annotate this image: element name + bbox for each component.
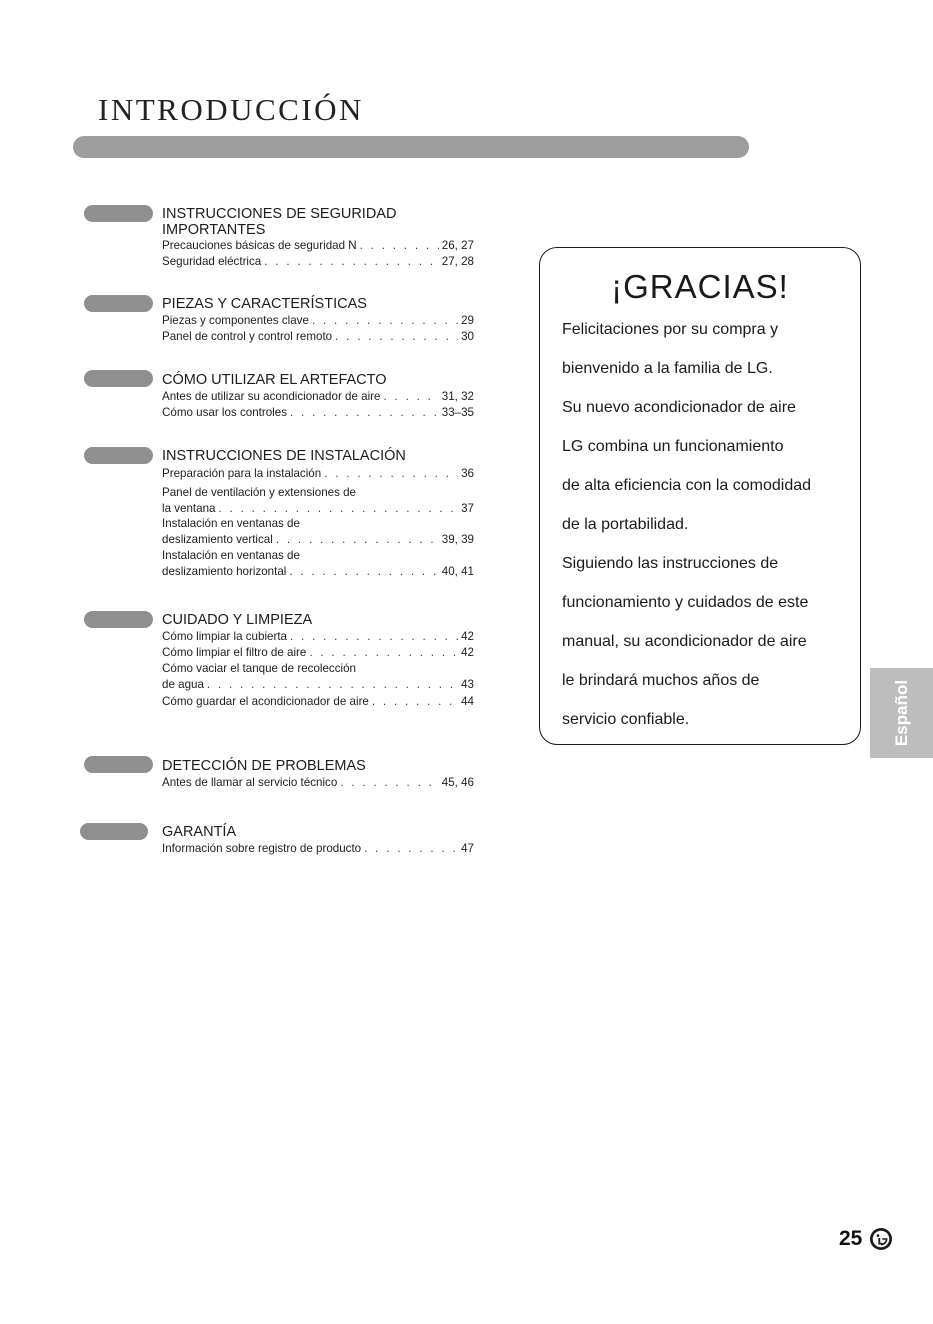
toc-entry-label: deslizamiento vertical: [162, 533, 273, 546]
toc-section-title-instalacion[interactable]: INSTRUCCIONES DE INSTALACIÓN: [162, 448, 406, 464]
leader-dots: [219, 501, 459, 517]
toc-entry-label: Preparación para la instalación: [162, 467, 322, 480]
language-tab[interactable]: [870, 668, 933, 758]
thanks-line: Felicitaciones por su compra y: [562, 321, 779, 338]
toc-section-title-como-utilizar[interactable]: CÓMO UTILIZAR EL ARTEFACTO: [162, 372, 387, 388]
toc-entry-lead-line[interactable]: Instalación en ventanas de: [162, 549, 300, 562]
toc-entry-label: Cómo limpiar la cubierta: [162, 630, 288, 643]
leader-dots: [383, 389, 438, 405]
toc-entry-page: 44: [461, 695, 474, 708]
leader-dots: [360, 238, 439, 254]
toc-entry[interactable]: [162, 629, 474, 645]
leader-dots: [289, 564, 438, 580]
table-of-contents: [0, 0, 520, 900]
thanks-line: bienvenido a la familia de LG.: [562, 360, 773, 377]
thanks-panel: [539, 247, 861, 745]
leader-dots: [335, 329, 458, 345]
thanks-line: funcionamiento y cuidados de este: [562, 594, 809, 611]
section-tab-marker: [84, 295, 153, 312]
toc-entry-page: 27, 28: [441, 255, 474, 268]
toc-entry[interactable]: [162, 501, 474, 517]
thanks-line: LG combina un funcionamiento: [562, 438, 784, 455]
toc-entry-page: 43: [461, 678, 474, 691]
toc-entry-label: Piezas y componentes clave: [162, 314, 309, 327]
toc-entry[interactable]: [162, 564, 474, 580]
toc-section-title-garantia[interactable]: GARANTÍA: [162, 824, 237, 840]
toc-entry-page: 37: [461, 502, 474, 515]
toc-entry[interactable]: [162, 254, 474, 270]
thanks-line: manual, su acondicionador de aire: [562, 633, 807, 650]
toc-section-title-seguridad-line2[interactable]: IMPORTANTES: [162, 222, 266, 238]
thanks-title: ¡GRACIAS!: [611, 268, 789, 305]
page-title: INTRODUCCIÓN: [98, 92, 364, 127]
toc-entry-page: 26, 27: [441, 239, 474, 252]
toc-entry-label: Precauciones básicas de seguridad N: [162, 239, 357, 252]
leader-dots: [290, 405, 439, 421]
toc-entry[interactable]: [162, 841, 474, 857]
toc-entry-page: 30: [461, 330, 474, 343]
leader-dots: [312, 313, 458, 329]
toc-entry[interactable]: [162, 405, 474, 421]
toc-entry-lead-line[interactable]: Instalación en ventanas de: [162, 517, 300, 530]
section-tab-marker: [84, 370, 153, 387]
toc-entry-label: Información sobre registro de producto: [162, 842, 362, 855]
toc-entry-page: 31, 32: [441, 390, 474, 403]
thanks-line: le brindará muchos años de: [562, 672, 760, 689]
toc-entry-page: 45, 46: [441, 776, 474, 789]
toc-entry[interactable]: [162, 313, 474, 329]
leader-dots: [324, 466, 458, 482]
toc-entry[interactable]: [162, 329, 474, 345]
toc-entry-label: de agua: [162, 678, 204, 691]
toc-entry-page: 47: [461, 842, 474, 855]
toc-entry-lead-line[interactable]: Panel de ventilación y extensiones de: [162, 486, 357, 499]
toc-entry-label: la ventana: [162, 502, 216, 515]
section-tab-marker: [84, 205, 153, 222]
thanks-line: de la portabilidad.: [562, 516, 689, 533]
toc-entry[interactable]: [162, 389, 474, 405]
toc-entry[interactable]: [162, 677, 474, 693]
toc-section-title-piezas[interactable]: PIEZAS Y CARACTERÍSTICAS: [162, 296, 367, 312]
toc-entry-label: Cómo usar los controles: [162, 406, 288, 419]
toc-section-title-problemas[interactable]: DETECCIÓN DE PROBLEMAS: [162, 758, 366, 774]
thanks-line: Siguiendo las instrucciones de: [562, 555, 779, 572]
toc-entry-page: 39, 39: [441, 533, 474, 546]
toc-entry-page: 42: [461, 630, 474, 643]
toc-entry-label: Antes de utilizar su acondicionador de aire: [162, 390, 381, 403]
toc-entry-label: Antes de llamar al servicio técnico: [162, 776, 338, 789]
toc-entry-page: 40, 41: [441, 565, 474, 578]
toc-entry[interactable]: [162, 694, 474, 710]
leader-dots: [309, 645, 458, 661]
toc-entry-label: Seguridad eléctrica: [162, 255, 262, 268]
leader-dots: [290, 629, 458, 645]
toc-entry-page: 29: [461, 314, 474, 327]
leader-dots: [364, 841, 458, 857]
toc-entry-page: 42: [461, 646, 474, 659]
toc-section-title-seguridad[interactable]: INSTRUCCIONES DE SEGURIDAD: [162, 206, 397, 222]
toc-entry[interactable]: [162, 532, 474, 548]
thanks-line: de alta eficiencia con la comodidad: [562, 477, 812, 494]
toc-entry[interactable]: [162, 775, 474, 791]
leader-dots: [207, 677, 458, 693]
toc-entry-lead-line[interactable]: Cómo vaciar el tanque de recolección: [162, 662, 356, 675]
toc-entry-label: Cómo limpiar el filtro de aire: [162, 646, 307, 659]
leader-dots: [264, 254, 439, 270]
leader-dots: [276, 532, 439, 548]
toc-entry-page: 33–35: [441, 406, 474, 419]
section-tab-marker: [84, 611, 153, 628]
thanks-line: Su nuevo acondicionador de aire: [562, 399, 796, 416]
thanks-line: servicio confiable.: [562, 711, 690, 728]
page-number: 25: [839, 1227, 863, 1250]
toc-section-title-cuidado[interactable]: CUIDADO Y LIMPIEZA: [162, 612, 313, 628]
section-tab-marker: [84, 756, 153, 773]
toc-entry-label: Cómo guardar el acondicionador de aire: [162, 695, 369, 708]
leader-dots: [340, 775, 438, 791]
toc-entry-label: deslizamiento horizontal: [162, 565, 287, 578]
toc-entry[interactable]: [162, 645, 474, 661]
leader-dots: [372, 694, 458, 710]
lg-logo-icon: [869, 1227, 893, 1251]
section-tab-marker: [80, 823, 148, 840]
toc-entry-page: 36: [461, 467, 474, 480]
toc-entry-label: Panel de control y control remoto: [162, 330, 333, 343]
language-tab-label: Español: [891, 679, 911, 747]
toc-entry[interactable]: [162, 238, 474, 254]
toc-entry[interactable]: [162, 466, 474, 482]
section-tab-marker: [84, 447, 153, 464]
